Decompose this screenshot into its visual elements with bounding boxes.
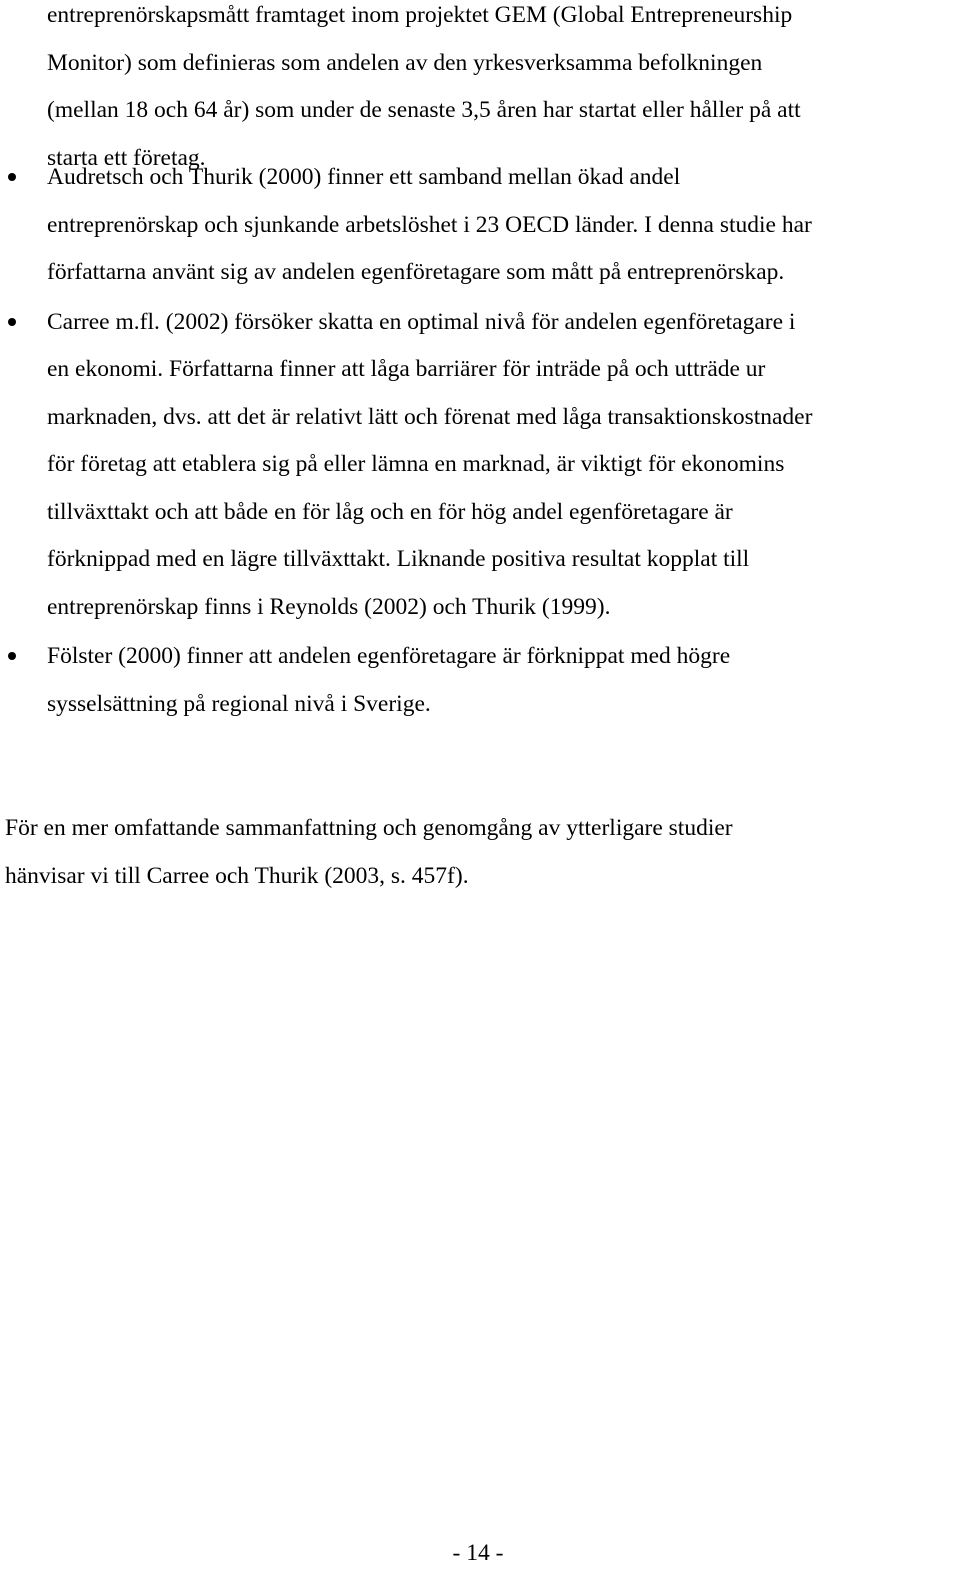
page-number: - 14 - [452,1540,504,1566]
text-line: Monitor) som definieras som andelen av den yrkesverksamma befolkningen [47,49,763,76]
bullet-icon [8,652,16,660]
text-line: entreprenörskap och sjunkande arbetslöshet i 23 OECD länder. I denna studie har [47,211,812,238]
text-line: för företag att etablera sig på eller lämna en marknad, är viktigt för ekonomins [47,451,785,477]
text-line: Fölster (2000) finner att andelen egenföretagare är förknippat med högre [47,643,731,669]
text-line: tillväxttakt och att både en för låg och en för hög andel egenföretagare är [47,498,733,525]
text-line: entreprenörskap finns i Reynolds (2002) och Thurik (1999). [47,593,611,620]
text-line: (mellan 18 och 64 år) som under de senaste 3,5 åren har startat eller håller på att [47,97,801,123]
bullet-item-audretsch [0,162,952,305]
text-line: författarna använt sig av andelen egenföretagare som mått på entreprenörskap. [47,259,785,285]
text-line: starta ett företag. [47,144,206,171]
text-line: sysselsättning på regional nivå i Sverige. [47,690,431,717]
text-line: Audretsch och Thurik (2000) finner ett samband mellan ökad andel [47,164,681,190]
bullet-list [0,162,952,736]
text-line: förknippad med en lägre tillväxttakt. Liknande positiva resultat kopplat till [47,546,750,572]
text-line: hänvisar vi till Carree och Thurik (2003, s. 457f). [5,862,469,889]
page-footer [0,1538,960,1568]
text-line: marknaden, dvs. att det är relativt lätt och förenat med låga transaktionskostnader [47,403,813,430]
bullet-icon [8,318,16,326]
text-line: Carree m.fl. (2002) försöker skatta en optimal nivå för andelen egenföretagare i [47,308,796,335]
bullet-item-folster [0,641,952,736]
text-line: entreprenörskapsmått framtaget inom projektet GEM (Global Entrepreneurship [47,2,793,28]
closing-paragraph [5,813,945,908]
bullet-item-carree [0,307,952,640]
text-line: För en mer omfattande sammanfattning och genomgång av ytterligare studier [5,815,733,841]
bullet-icon [8,173,16,181]
text-line: en ekonomi. Författarna finner att låga barriärer för inträde på och utträde ur [47,356,766,382]
